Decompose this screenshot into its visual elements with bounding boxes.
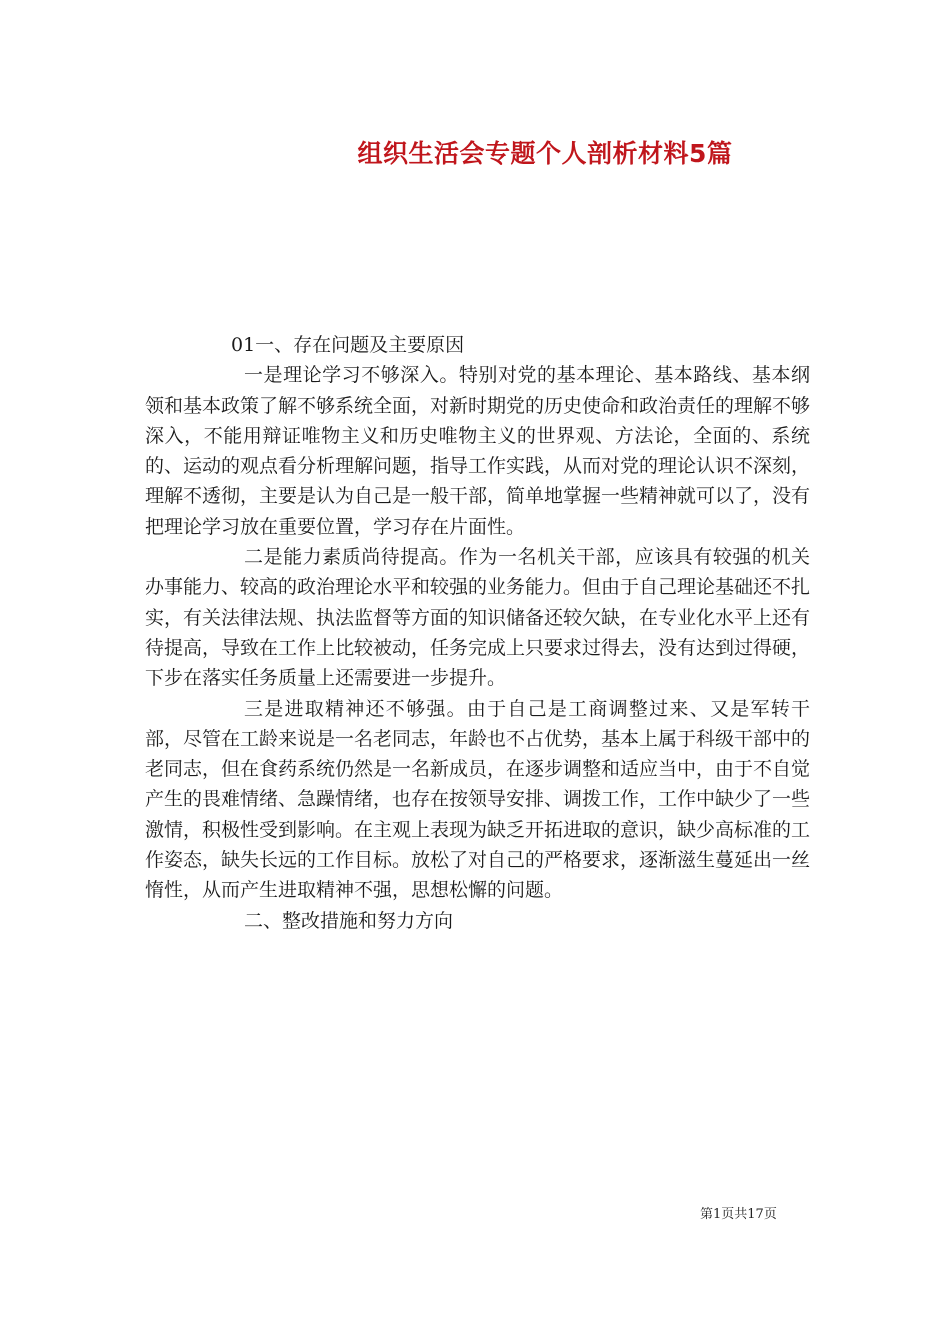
document-body <box>145 330 810 936</box>
paragraph: 二是能力素质尚待提高。作为一名机关干部，应该具有较强的机关办事能力、较高的政治理论水平和较强的业务能力。但由于自己理论基础还不扎实，有关法律法规、执法监督等方面的知识储备还较欠缺，在专业化水平上还有待提高，导致在工作上比较被动，任务完成上只要求过得去，没有达到过得硬，下步在落实任务质量上还需要进一步提升。 <box>145 546 811 690</box>
section-heading: 01一、存在问题及主要原因 <box>231 334 465 356</box>
page-number: 第1页共17页 <box>700 1207 777 1222</box>
paragraph: 一是理论学习不够深入。特别对党的基本理论、基本路线、基本纲领和基本政策了解不够系统全面，对新时期党的历史使命和政治责任的理解不够深入，不能用辩证唯物主义和历史唯物主义的世界观、方法论，全面的、系统的、运动的观点看分析理解问题，指导工作实践，从而对党的理论认识不深刻，理解不透彻，主要是认为自己是一般干部，简单地掌握一些精神就可以了，没有把理论学习放在重要位置，学习存在片面性。 <box>145 364 811 538</box>
page-title: 组织生活会专题个人剖析材料5篇 <box>357 139 733 168</box>
section-heading: 二、整改措施和努力方向 <box>244 909 454 932</box>
paragraph: 三是进取精神还不够强。由于自己是工商调整过来、又是军转干部，尽管在工龄来说是一名老同志，年龄也不占优势，基本上属于科级干部中的老同志，但在食药系统仍然是一名新成员，在逐步调整和适应当中，由于不自觉产生的畏难情绪、急躁情绪，也存在按领导安排、调拨工作，工作中缺少了一些激情，积极性受到影响。在主观上表现为缺乏开拓进取的意识，缺少高标准的工作姿态，缺失长远的工作目标。放松了对自己的严格要求，逐渐滋生蔓延出一丝惰性，从而产生进取精神不强，思想松懈的问题。 <box>145 697 811 902</box>
